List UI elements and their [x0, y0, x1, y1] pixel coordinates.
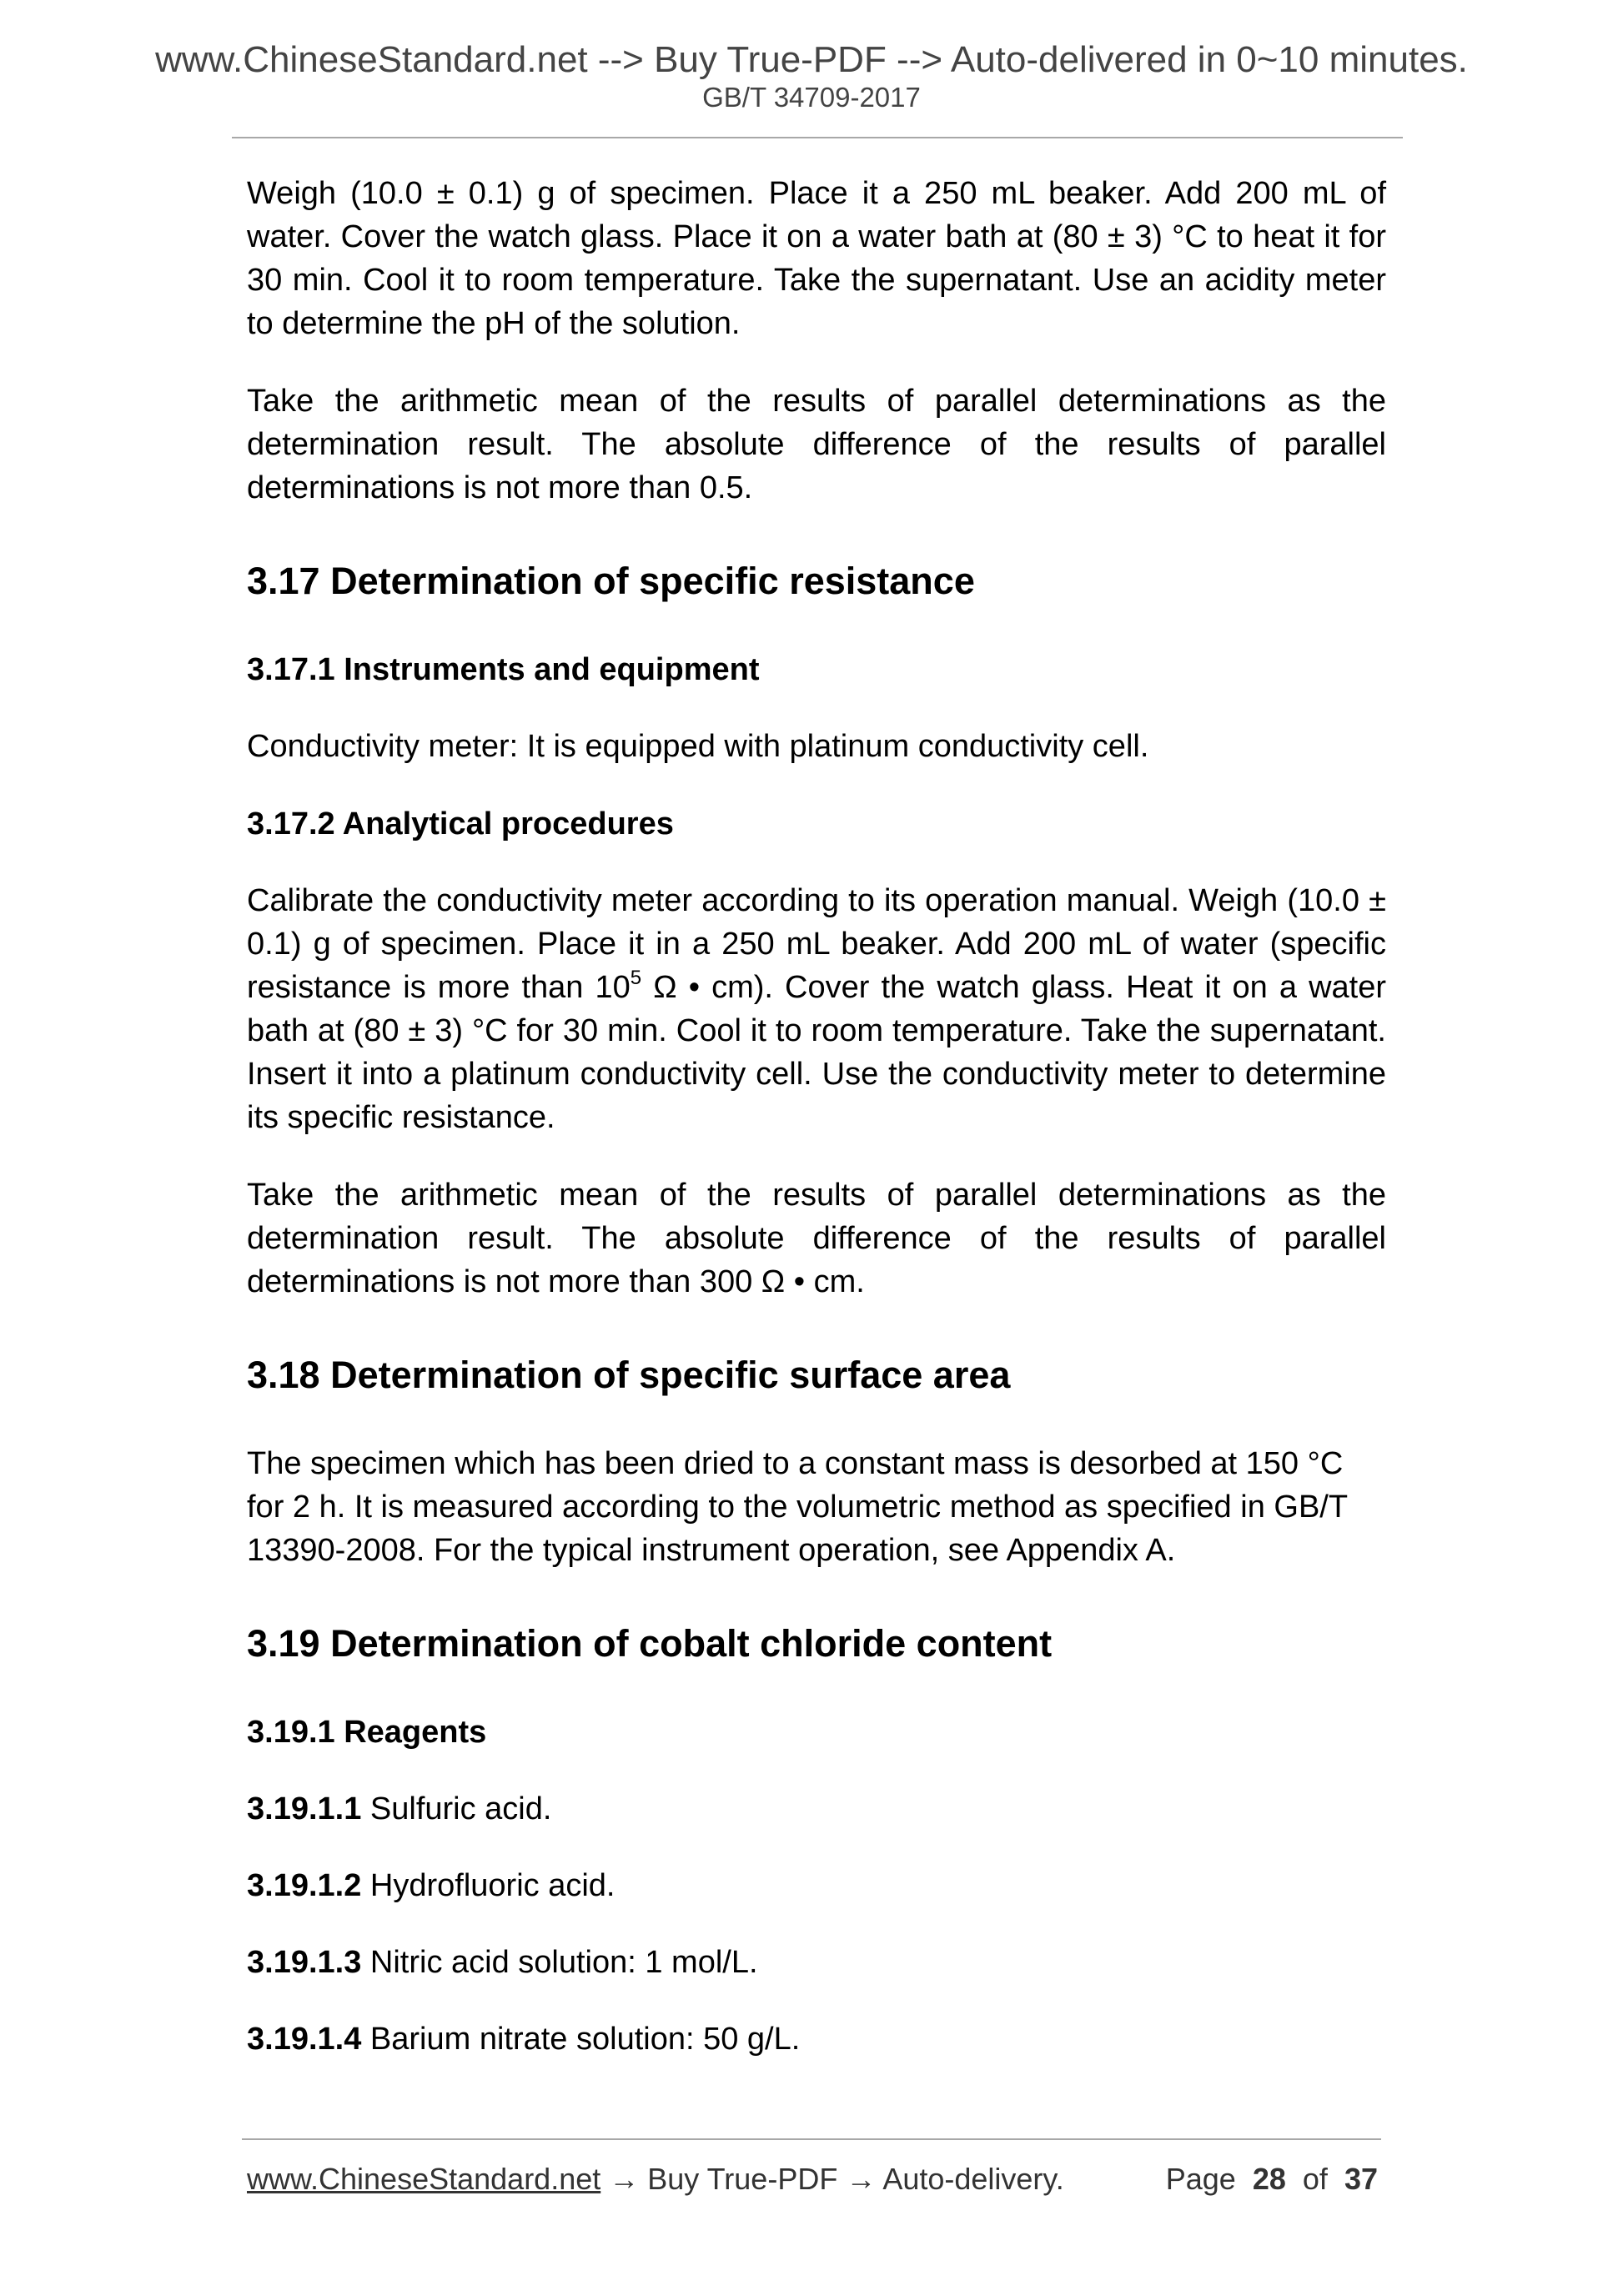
item-text: Nitric acid solution: 1 mol/L.: [361, 1945, 758, 1980]
paragraph-ph-procedure: Weigh (10.0 ± 0.1) g of specimen. Place it a 250 mL beaker. Add 200 mL of water. Cover the watch glass. Place it on a water bath at (80 ± 3) °C to heat it for 30 min. Cool it to room temperature. Take the supernatant. Use an acidity meter to determine the pH of the solution.: [247, 176, 1386, 341]
item-text: Barium nitrate solution: 50 g/L.: [361, 2022, 801, 2057]
item-number: 3.19.1.4: [247, 2022, 362, 2057]
item-text: Sulfuric acid.: [361, 1791, 552, 1826]
header-banner: www.ChineseStandard.net --> Buy True-PDF --> Auto-delivered in 0~10 minutes.: [155, 39, 1468, 80]
document-body: [247, 172, 1386, 2094]
list-item: [247, 1864, 1386, 1907]
paragraph-surface-area: The specimen which has been dried to a constant mass is desorbed at 150 °C for 2 h. It is measured according to the volumetric method as specified in GB/T 13390-2008. For the typical instrument operation, see Appendix A.: [247, 1446, 1348, 1568]
procedure-text-a: Calibrate the conductivity meter according to its operation manual. Weigh (10.0 ± 0.1) g of specimen. Place it in a 250 mL beaker. Add 200 mL of water (specific resistance is more than 10: [247, 883, 1386, 1005]
item-text: Hydrofluoric acid.: [361, 1868, 616, 1903]
header-divider: [232, 137, 1403, 138]
section-title-3-17: 3.17 Determination of specific resistance: [247, 560, 975, 602]
list-item: [247, 2017, 1386, 2061]
subsection-title-3-17-2: 3.17.2 Analytical procedures: [247, 806, 674, 842]
footer-left: [247, 2163, 1064, 2196]
section-title-3-19: 3.19 Determination of cobalt chloride content: [247, 1622, 1053, 1665]
exponent: 5: [630, 967, 642, 990]
footer-divider: [242, 2138, 1381, 2140]
item-number: 3.19.1.1: [247, 1791, 362, 1826]
page-total: 37: [1344, 2162, 1378, 2196]
list-item: [247, 1941, 1386, 1984]
page-label: Page: [1165, 2162, 1236, 2196]
of-label: of: [1302, 2162, 1328, 2196]
section-title-3-18: 3.18 Determination of specific surface area: [247, 1354, 1011, 1396]
standard-code: GB/T 34709-2017: [702, 82, 921, 113]
page-current: 28: [1252, 2162, 1286, 2196]
paragraph-ph-result: Take the arithmetic mean of the results of parallel determinations as the determination result. The absolute difference of the results of parallel determinations is not more than 0.5.: [247, 384, 1386, 505]
list-item: [247, 1787, 1386, 1831]
procedure-text-b: Ω • cm). Cover the watch glass. Heat it on a water bath at (80 ± 3) °C for 30 min. Cool it to room temperature. Take the supernatant. Insert it into a platinum conductivity cell. Use the conductivity meter to determine its specific resistance.: [247, 970, 1386, 1135]
paragraph-analytical-procedure: [247, 879, 1386, 1139]
subsection-title-3-17-1: 3.17.1 Instruments and equipment: [247, 652, 760, 687]
paragraph-instruments: Conductivity meter: It is equipped with platinum conductivity cell.: [247, 729, 1149, 764]
item-number: 3.19.1.2: [247, 1868, 362, 1903]
subsection-title-3-19-1: 3.19.1 Reagents: [247, 1715, 487, 1750]
page-number: [1166, 2163, 1378, 2196]
paragraph-resistance-result: Take the arithmetic mean of the results of parallel determinations as the determination result. The absolute difference of the results of parallel determinations is not more than 300 Ω • cm.: [247, 1178, 1386, 1299]
item-number: 3.19.1.3: [247, 1945, 362, 1980]
footer-website-link[interactable]: www.ChineseStandard.net: [247, 2162, 601, 2196]
footer-text: → Buy True-PDF → Auto-delivery.: [600, 2162, 1064, 2196]
